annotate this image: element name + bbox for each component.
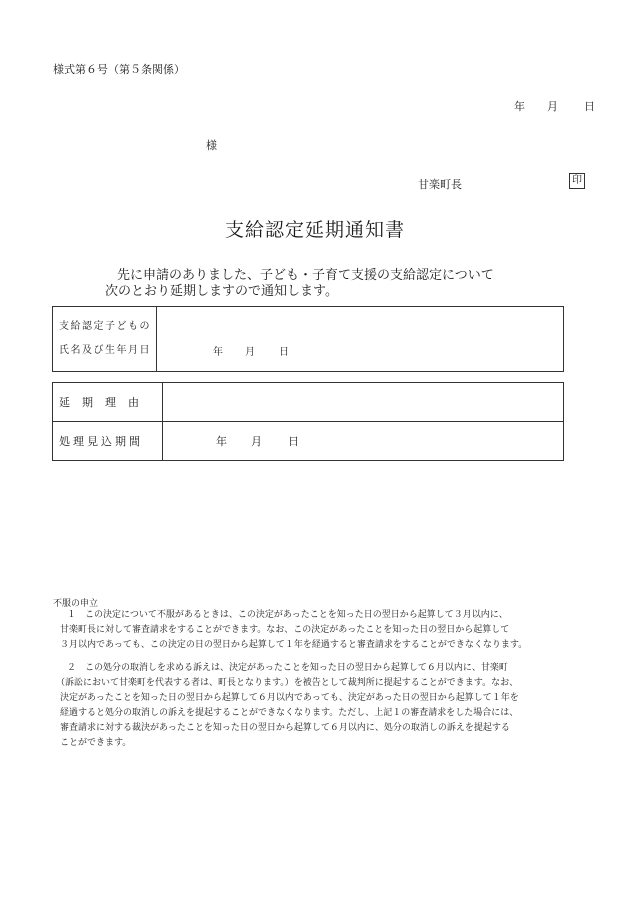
document-title: 支給認定延期通知書 (224, 219, 405, 241)
date-day: 日 (584, 100, 595, 113)
period-date (163, 433, 563, 449)
para2-line: ２ この処分の取消しを求める訴えは、決定があったことを知った日の翌日から起算して６月以内に、甘楽町 (67, 663, 508, 673)
period-label-cell (53, 422, 163, 461)
para1-line: １ この決定について不服があるときは、この決定があったことを知った日の翌日から起算して３月以内に、 (67, 610, 508, 620)
para1-line: ３月以内であっても、この決定の日の翌日から起算して１年を経過すると審査請求をすることができなくなります。 (60, 640, 528, 650)
objection-paragraph-2 (56, 661, 519, 751)
intro-line-1: 先に申請のありました、子ども・子育て支援の支給認定について (117, 268, 494, 283)
birth-month: 月 (245, 347, 255, 358)
birth-year: 年 (213, 347, 223, 358)
objection-paragraph-1 (60, 608, 527, 653)
addressee-suffix: 様 (206, 139, 217, 152)
child-info-table (52, 306, 564, 372)
date-year: 年 (514, 100, 525, 113)
issue-date (514, 98, 595, 114)
seal-mark: 印 (569, 173, 585, 189)
para2-line: 審査請求に対する裁決があったことを知った日の翌日から起算して６月以内に、処分の取消しの訴えを提起する (60, 723, 510, 733)
reason-value-cell[interactable] (163, 383, 564, 422)
para2-line: 経過すると処分の取消しの訴えを提起することができなくなります。ただし、上記１の審査請求をした場合には、 (60, 708, 519, 718)
period-month: 月 (251, 435, 262, 448)
reason-label-cell (53, 383, 163, 422)
para1-line: 甘楽町長に対して審査請求をすることができます。なお、この決定があったことを知った日の翌日から起算して (60, 625, 510, 635)
para2-line: ことができます。 (60, 738, 132, 748)
period-year: 年 (216, 435, 227, 448)
form-number: 様式第６号（第５条関係） (53, 63, 185, 76)
period-value-cell[interactable] (163, 422, 564, 461)
issuer-name: 甘楽町長 (418, 178, 462, 191)
child-birth-date (157, 343, 563, 358)
period-day: 日 (288, 435, 299, 448)
child-info-value-cell[interactable] (157, 307, 564, 372)
para2-line: （訴訟において甘楽町を代表する者は、町長となります。）を被告として裁判所に提起することができます。なお、 (56, 678, 519, 688)
intro-line-2: 次のとおり延期しますので通知します。 (105, 284, 338, 299)
date-month: 月 (547, 100, 558, 113)
child-info-label-2: 氏名及び生年月日 (59, 345, 151, 356)
child-info-label-1: 支給認定子どもの (59, 321, 151, 332)
extension-table (52, 382, 564, 461)
birth-day: 日 (279, 347, 289, 358)
period-label: 処理見込期間 (59, 435, 143, 448)
objection-heading: 不服の申立 (53, 599, 99, 609)
reason-label: 延期理由 (59, 396, 151, 409)
para2-line: 決定があったことを知った日の翌日から起算して６月以内であっても、決定があった日の翌日から起算して１年を (60, 693, 519, 703)
child-info-label-cell (53, 307, 157, 372)
